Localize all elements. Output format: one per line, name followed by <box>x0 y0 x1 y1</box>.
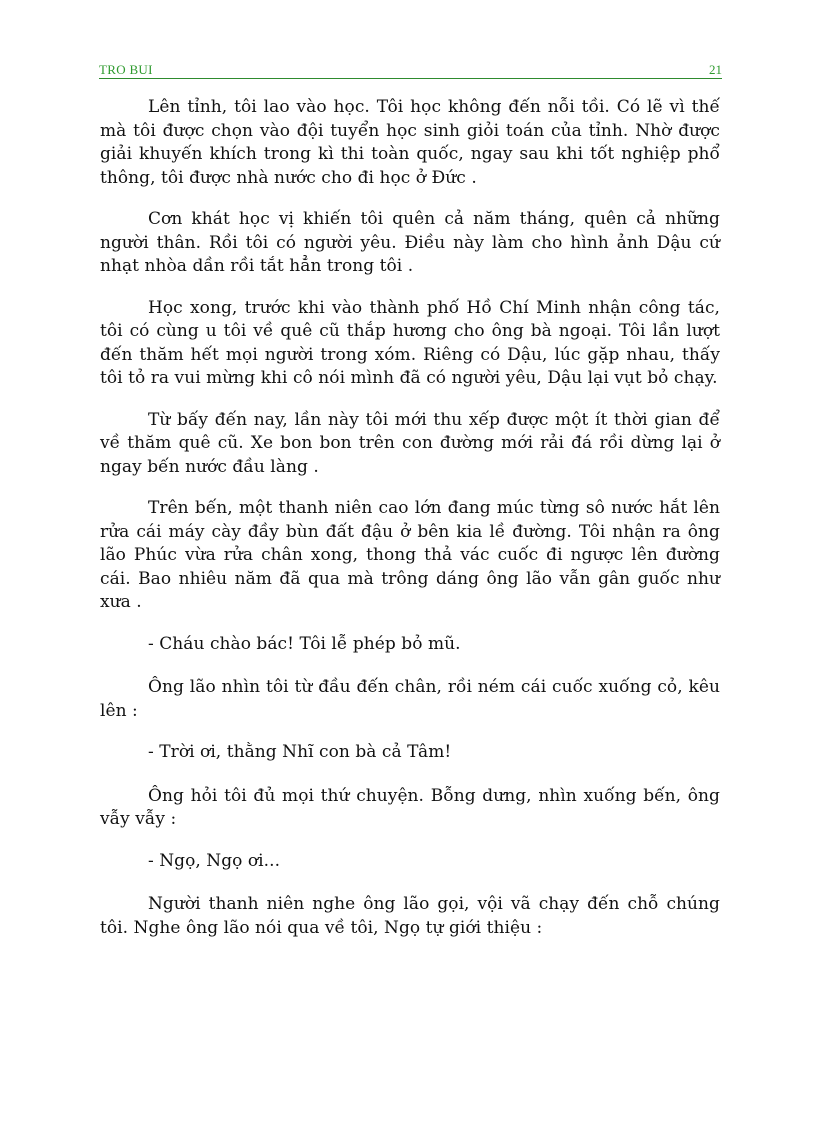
dialogue-line: - Ngọ, Ngọ ơi... <box>148 850 281 871</box>
running-title: TRO BUI <box>99 62 153 77</box>
dialogue-line: - Cháu chào bác! Tôi lễ phép bỏ mũ. <box>148 633 461 654</box>
paragraph: Cơn khát học vị khiến tôi quên cả năm tháng, quên cả những người thân. Rồi tôi có người yêu. Điều này làm cho hình ảnh Dậu cứ nhạt nhòa dần rồi tắt hẳn trong tôi . <box>100 209 720 276</box>
paragraph: Ông lão nhìn tôi từ đầu đến chân, rồi ném cái cuốc xuống cỏ, kêu lên : <box>100 677 720 721</box>
paragraph: Học xong, trước khi vào thành phố Hồ Chí Minh nhận công tác, tôi có cùng u tôi về quê cũ thắp hương cho ông bà ngoại. Tôi lần lượt đến thăm hết mọi người trong xóm. Riêng có Dậu, lúc gặp nhau, thấy tôi tỏ ra vui mừng khi cô nói mình đã có người yêu, Dậu lại vụt bỏ chạy. <box>100 297 720 388</box>
dialogue-line: - Trời ơi, thằng Nhĩ con bà cả Tâm! <box>148 742 452 762</box>
paragraph: Lên tỉnh, tôi lao vào học. Tôi học không đến nỗi tồi. Có lẽ vì thế mà tôi được chọn vào đội tuyển học sinh giỏi toán của tỉnh. Nhờ được giải khuyến khích trong kì thi toàn quốc, ngay sau khi tốt nghiệp phổ thông, tôi được nhà nước cho đi học ở Đức . <box>100 97 720 188</box>
page-header <box>99 62 722 79</box>
paragraph: Ông hỏi tôi đủ mọi thứ chuyện. Bỗng dưng, nhìn xuống bến, ông vẫy vẫy : <box>100 785 720 829</box>
paragraph: Từ bấy đến nay, lần này tôi mới thu xếp được một ít thời gian để về thăm quê cũ. Xe bon bon trên con đường mới rải đá rồi dừng lại ở ngay bến nước đầu làng . <box>100 409 720 477</box>
paragraph: Người thanh niên nghe ông lão gọi, vội vã chạy đến chỗ chúng tôi. Nghe ông lão nói qua về tôi, Ngọ tự giới thiệu : <box>100 894 720 938</box>
page-number: 21 <box>709 62 722 77</box>
page-body <box>100 96 720 958</box>
paragraph: Trên bến, một thanh niên cao lớn đang múc từng sô nước hắt lên rửa cái máy cày đầy bùn đất đậu ở bên kia lề đường. Tôi nhận ra ông lão Phúc vừa rửa chân xong, thong thả vác cuốc đi ngược lên đường cái. Bao nhiêu năm đã qua mà trông dáng ông lão vẫn gân guốc như xưa . <box>100 498 720 612</box>
